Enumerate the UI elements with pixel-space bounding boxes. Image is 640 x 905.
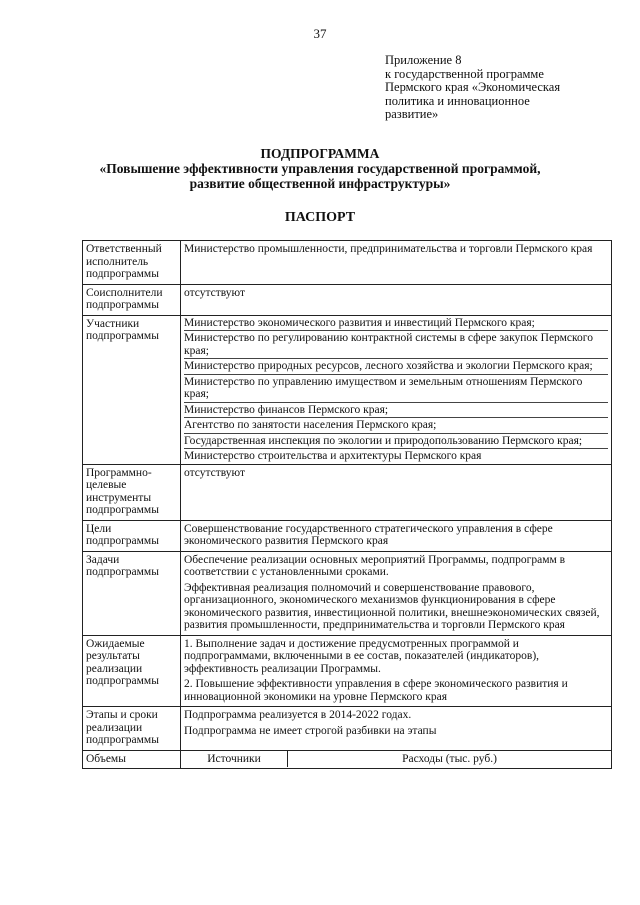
appendix-line: к государственной программе <box>385 66 544 81</box>
row-label: Соисполнители подпрограммы <box>83 284 181 315</box>
table-row <box>83 284 612 315</box>
list-item: Министерство по регулированию контрактной системы в сфере закупок Пермского края; <box>184 331 608 359</box>
table-row <box>83 635 612 707</box>
row-value: отсутствуют <box>181 284 612 315</box>
participants-list <box>181 315 612 464</box>
row-label: Задачи подпрограммы <box>83 551 181 635</box>
subprogram-name-line: развитие общественной инфраструктуры» <box>189 176 451 191</box>
list-item: 2. Повышение эффективности управления в сфере экономического развития и инновационной экономики на уровне Пермского края <box>184 678 568 703</box>
list-item: Обеспечение реализации основных мероприятий Программы, подпрограмм в соответствии с установленными сроками. <box>184 553 566 578</box>
row-label: Цели подпрограммы <box>83 520 181 551</box>
page-number: 37 <box>313 26 327 41</box>
subprogram-name-line: «Повышение эффективности управления государственной программой, <box>99 161 541 176</box>
subprogram-title <box>0 146 640 191</box>
table-row <box>83 707 612 751</box>
list-item: Подпрограмма не имеет строгой разбивки на этапы <box>184 724 437 737</box>
list-item: 1. Выполнение задач и достижение предусмотренных программой и подпрограммами, включенными в ее состав, показателей (индикаторов), эффективность реализации Программы. <box>184 637 540 675</box>
table-row <box>83 464 612 520</box>
row-label: Участники подпрограммы <box>83 315 181 464</box>
list-item: Подпрограмма реализуется в 2014-2022 годах. <box>184 709 412 721</box>
sources-header: Источники <box>181 751 288 768</box>
list-item: Государственная инспекция по экологии и природопользованию Пермского края; <box>184 434 608 450</box>
subprogram-heading: ПОДПРОГРАММА <box>260 146 380 161</box>
row-value: Министерство промышленности, предпринимательства и торговли Пермского края <box>181 241 612 285</box>
table-row <box>83 520 612 551</box>
list-item: Министерство экономического развития и инвестиций Пермского края; <box>184 316 608 332</box>
passport-heading: ПАСПОРТ <box>284 210 356 225</box>
row-value <box>181 750 612 769</box>
passport-table <box>82 240 612 769</box>
appendix-line: политика и инновационное <box>385 93 530 108</box>
volumes-subheader <box>181 751 611 768</box>
row-value <box>181 635 612 707</box>
row-label: Объемы <box>83 750 181 769</box>
row-label: Программно-целевые инструменты подпрограммы <box>83 464 181 520</box>
list-item: Министерство строительства и архитектуры Пермского края <box>184 450 482 462</box>
row-label: Этапы и сроки реализации подпрограммы <box>83 707 181 751</box>
row-value <box>181 551 612 635</box>
list-item: Агентство по занятости населения Пермского края; <box>184 418 608 434</box>
table-row <box>83 551 612 635</box>
row-label: Ожидаемые результаты реализации подпрограммы <box>83 635 181 707</box>
appendix-line: развитие» <box>385 107 439 121</box>
row-value <box>181 707 612 751</box>
row-value: отсутствуют <box>181 464 612 520</box>
list-item: Министерство по управлению имуществом и земельным отношениям Пермского края; <box>184 375 608 403</box>
expenses-header: Расходы (тыс. руб.) <box>402 752 497 765</box>
row-label: Ответственный исполнитель подпрограммы <box>83 241 181 285</box>
row-value: Совершенствование государственного стратегического управления в сфере экономического развития Пермского края <box>181 520 612 551</box>
appendix-line: Пермского края «Экономическая <box>385 80 561 94</box>
table-row <box>83 315 612 464</box>
appendix-note <box>385 54 615 122</box>
appendix-line: Приложение 8 <box>385 53 462 67</box>
list-item: Министерство финансов Пермского края; <box>184 403 608 419</box>
list-item: Министерство природных ресурсов, лесного хозяйства и экологии Пермского края; <box>184 359 608 375</box>
list-item: Эффективная реализация полномочий и совершенствование правового, организационного, экономического механизмов функционирования в сфере экономического развития, инвестиционной политики, внешнеэкономических связей, развития промышленности, предпринимательства и торговли Пермского края <box>184 581 600 631</box>
table-row <box>83 241 612 285</box>
table-row <box>83 750 612 769</box>
